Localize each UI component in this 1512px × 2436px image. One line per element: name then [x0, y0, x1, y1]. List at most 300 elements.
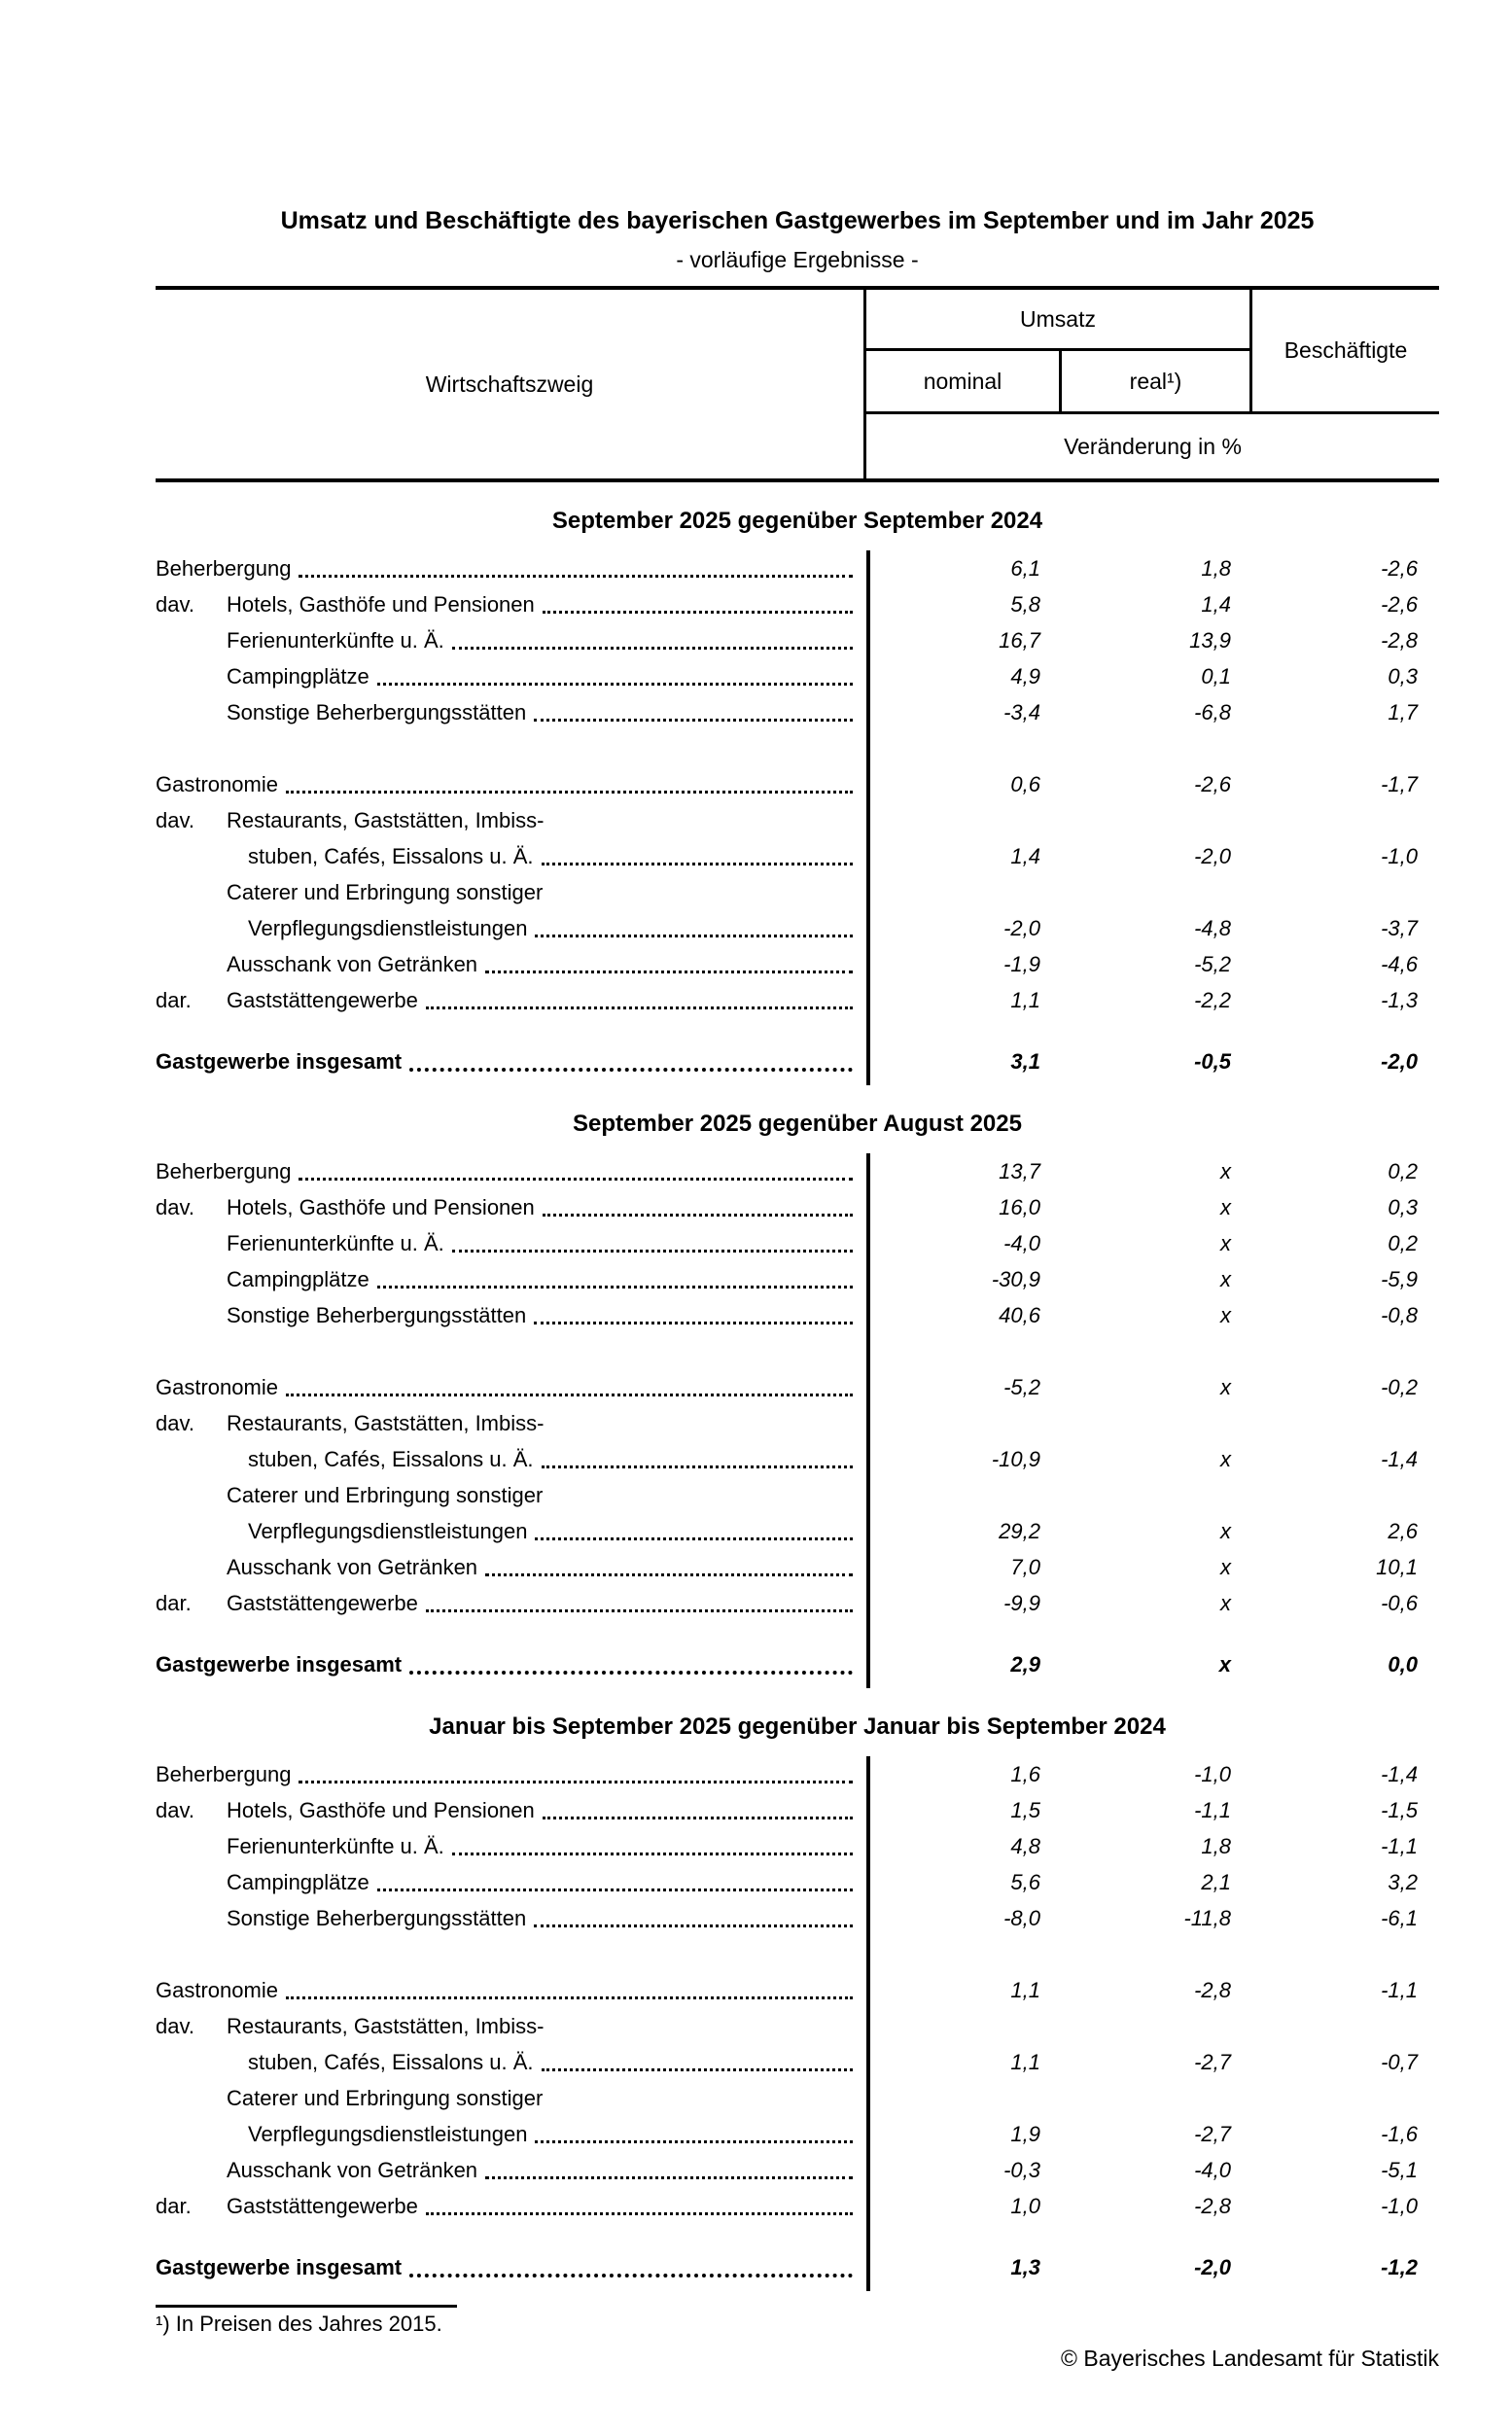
row-label-text: Restaurants, Gaststätten, Imbiss-: [227, 808, 545, 832]
dot-leader: [426, 982, 853, 1009]
column-divider-line: [866, 1153, 870, 1688]
value-umsatz-nominal: 1,4: [1010, 844, 1040, 868]
row-label-line1: [156, 766, 866, 802]
row-label-cell: [156, 2152, 866, 2188]
dot-leader: [543, 586, 853, 614]
row-label-line1: [227, 946, 866, 982]
value-umsatz-nominal: -3,4: [1003, 700, 1040, 724]
row-label-line1: [227, 694, 866, 730]
dot-leader: [534, 694, 853, 722]
dot-leader: [286, 766, 853, 794]
dot-leader: [485, 1549, 853, 1576]
table-row: [156, 1189, 1439, 1225]
dot-leader: [409, 1043, 853, 1072]
table-row: [156, 1477, 1439, 1549]
row-label-cell: [156, 2188, 866, 2224]
value-umsatz-real: 0,1: [1201, 664, 1231, 688]
value-umsatz-real: -1,1: [1194, 1798, 1231, 1822]
value-umsatz-nominal: 2,9: [1010, 1652, 1040, 1677]
value-umsatz-nominal: 13,7: [999, 1159, 1040, 1183]
value-umsatz-nominal: -8,0: [1003, 1906, 1040, 1930]
dot-leader: [535, 1513, 853, 1540]
value-beschaeftigte: -0,2: [1381, 1375, 1418, 1399]
row-label-line1: [227, 982, 866, 1018]
table-row: [156, 1153, 1439, 1189]
table-row: [156, 586, 1439, 622]
row-label-line1: [227, 802, 866, 838]
value-umsatz-real: -2,0: [1194, 844, 1231, 868]
column-divider-line: [866, 550, 870, 1085]
value-umsatz-nominal: 0,6: [1010, 772, 1040, 796]
value-umsatz-nominal: 1,1: [1010, 1978, 1040, 2002]
value-umsatz-nominal: -30,9: [991, 1267, 1040, 1291]
value-beschaeftigte: -1,1: [1381, 1834, 1418, 1858]
dot-leader: [452, 1225, 853, 1253]
row-label-line1: [227, 1405, 866, 1441]
header-beschaeftigte: Beschäftigte: [1252, 290, 1439, 414]
table-header: [156, 286, 1439, 482]
row-label: [156, 2249, 866, 2285]
row-label-text: Campingplätze: [227, 664, 369, 688]
table-row: [156, 622, 1439, 658]
row-label-text: Hotels, Gasthöfe und Pensionen: [227, 1195, 535, 1219]
dot-leader: [485, 2152, 853, 2179]
value-beschaeftigte: [1252, 1936, 1439, 1972]
row-label-cell: [156, 1585, 866, 1621]
table-section: [156, 1713, 1439, 2291]
table-row: [156, 946, 1439, 982]
value-umsatz-nominal: 4,9: [1010, 664, 1040, 688]
table-row: [156, 1864, 1439, 1900]
value-beschaeftigte: -0,7: [1381, 2050, 1418, 2074]
value-umsatz-real: -4,8: [1194, 916, 1231, 940]
value-beschaeftigte: 0,2: [1388, 1159, 1418, 1183]
row-label-cell: [156, 1297, 866, 1333]
dot-leader: [452, 622, 853, 650]
value-umsatz-nominal: 5,8: [1010, 592, 1040, 617]
value-umsatz-real: [1062, 1333, 1252, 1369]
row-label-cell: [156, 1549, 866, 1585]
value-beschaeftigte: -5,1: [1381, 2158, 1418, 2182]
table-row: [156, 1405, 1439, 1477]
value-umsatz-nominal: 16,0: [999, 1195, 1040, 1219]
row-label-text: Gaststättengewerbe: [227, 988, 418, 1012]
row-label: [227, 622, 866, 658]
value-umsatz-nominal: 1,6: [1010, 1762, 1040, 1786]
table-row: [156, 1225, 1439, 1261]
value-beschaeftigte: -1,1: [1381, 1978, 1418, 2002]
table-row: [156, 766, 1439, 802]
row-label-text: Verpflegungsdienstleistungen: [248, 1519, 528, 1543]
row-label-text: Gaststättengewerbe: [227, 1591, 418, 1615]
value-umsatz-real: -0,5: [1194, 1049, 1231, 1074]
dot-leader: [535, 2116, 853, 2143]
row-label-line2: [227, 1513, 866, 1549]
row-label-text: Gastgewerbe insgesamt: [156, 2255, 403, 2279]
row-label: [227, 1225, 866, 1261]
value-umsatz-real: -4,0: [1194, 2158, 1231, 2182]
row-label-text: Gastronomie: [156, 1978, 278, 2002]
value-umsatz-real: x: [1220, 1267, 1231, 1291]
row-label: [227, 946, 866, 982]
table-row: [156, 1900, 1439, 1936]
row-label: [227, 1261, 866, 1297]
row-label: [227, 2152, 866, 2188]
row-label-cell: [156, 1405, 866, 1477]
row-label-cell: [156, 1972, 866, 2008]
row-label-cell: [156, 2249, 866, 2285]
value-beschaeftigte: -1,3: [1381, 988, 1418, 1012]
dot-leader: [452, 1828, 853, 1855]
value-umsatz-nominal: 29,2: [999, 1519, 1040, 1543]
row-label-line1: [227, 1225, 866, 1261]
row-label-text: Sonstige Beherbergungsstätten: [227, 700, 527, 724]
value-umsatz-real: [1062, 730, 1252, 766]
row-prefix: dav.: [156, 2014, 194, 2038]
value-umsatz-real: 1,8: [1201, 556, 1231, 581]
row-label: [156, 1972, 866, 2008]
row-label-text: Ferienunterkünfte u. Ä.: [227, 1834, 444, 1858]
row-prefix: dar.: [156, 1591, 192, 1615]
table-row: [156, 658, 1439, 694]
table-row: [156, 1936, 1439, 1972]
value-umsatz-nominal: [866, 1936, 1062, 1972]
row-label: [227, 802, 866, 874]
row-label-text: Verpflegungsdienstleistungen: [248, 916, 528, 940]
value-beschaeftigte: -5,9: [1381, 1267, 1418, 1291]
value-beschaeftigte: 0,3: [1388, 1195, 1418, 1219]
column-divider-line: [866, 1756, 870, 2291]
table-row: [156, 1043, 1439, 1079]
row-label: [227, 2008, 866, 2080]
value-beschaeftigte: -1,2: [1381, 2255, 1418, 2279]
row-label-line1: [227, 1261, 866, 1297]
row-label-text: Gastronomie: [156, 1375, 278, 1399]
dot-leader: [542, 838, 854, 865]
row-label-text: Gastgewerbe insgesamt: [156, 1049, 403, 1074]
row-label-cell: [156, 2080, 866, 2152]
value-beschaeftigte: -2,8: [1381, 628, 1418, 653]
table-row: [156, 2249, 1439, 2285]
row-prefix: dav.: [156, 1798, 194, 1822]
section-title: September 2025 gegenüber September 2024: [551, 508, 1043, 534]
table-row: [156, 2080, 1439, 2152]
row-label-text: Beherbergung: [156, 1762, 292, 1786]
value-beschaeftigte: 10,1: [1376, 1555, 1418, 1579]
dot-leader: [299, 1153, 853, 1181]
value-beschaeftigte: -0,6: [1381, 1591, 1418, 1615]
row-label: [227, 694, 866, 730]
value-umsatz-nominal: 16,7: [999, 628, 1040, 653]
row-label: [156, 1369, 866, 1405]
row-label: [227, 1864, 866, 1900]
dot-leader: [534, 1297, 853, 1324]
row-label-line1: [227, 2152, 866, 2188]
value-umsatz-real: x: [1220, 1375, 1231, 1399]
row-label-text: Restaurants, Gaststätten, Imbiss-: [227, 2014, 545, 2038]
section-rows: [156, 1756, 1439, 2291]
value-umsatz-nominal: 1,9: [1010, 2122, 1040, 2146]
row-label-cell: [156, 874, 866, 946]
row-label-line1: [227, 1900, 866, 1936]
value-beschaeftigte: -1,4: [1381, 1447, 1418, 1471]
value-umsatz-nominal: 7,0: [1010, 1555, 1040, 1579]
table-row: [156, 1585, 1439, 1621]
row-label-cell: [156, 1477, 866, 1549]
row-label: [156, 1153, 866, 1189]
dot-leader: [409, 2249, 853, 2277]
row-label-text: Ausschank von Getränken: [227, 952, 478, 976]
row-label-line1: [227, 2008, 866, 2044]
value-beschaeftigte: -1,7: [1381, 772, 1418, 796]
row-prefix: dar.: [156, 988, 192, 1012]
section-title: September 2025 gegenüber August 2025: [573, 1111, 1022, 1137]
row-label-line2: [227, 910, 866, 946]
row-label: [156, 766, 866, 802]
value-umsatz-nominal: -5,2: [1003, 1375, 1040, 1399]
value-umsatz-real: x: [1220, 1519, 1231, 1543]
row-label: [156, 1756, 866, 1792]
value-umsatz-real: x: [1220, 1447, 1231, 1471]
value-umsatz-real: x: [1220, 1231, 1231, 1255]
table-row: [156, 1297, 1439, 1333]
table-section: [156, 1111, 1439, 1688]
value-umsatz-real: -6,8: [1194, 700, 1231, 724]
table-row: [156, 1549, 1439, 1585]
row-label-text: Beherbergung: [156, 556, 292, 581]
row-label-cell: [156, 1792, 866, 1828]
row-label: [227, 1900, 866, 1936]
dot-leader: [286, 1972, 853, 1999]
page-subtitle: - vorläufige Ergebnisse -: [676, 247, 919, 272]
row-label-cell: [156, 1153, 866, 1189]
row-label-line1: [227, 622, 866, 658]
dot-leader: [377, 1261, 853, 1289]
row-label-cell: [156, 1864, 866, 1900]
row-label: [227, 1828, 866, 1864]
page-content: [156, 0, 1439, 2372]
value-umsatz-real: -1,0: [1194, 1762, 1231, 1786]
row-label-text: Caterer und Erbringung sonstiger: [227, 2086, 544, 2110]
row-label-cell: [156, 730, 866, 766]
row-label-cell: [156, 1043, 866, 1079]
dot-leader: [409, 1646, 853, 1675]
row-label-cell: [156, 1261, 866, 1297]
row-label-line2: [227, 838, 866, 874]
dot-leader: [535, 910, 853, 937]
row-label-line1: [156, 1043, 866, 1079]
value-umsatz-real: 13,9: [1189, 628, 1231, 653]
table-section: [156, 508, 1439, 1085]
value-umsatz-real: -5,2: [1194, 952, 1231, 976]
value-umsatz-nominal: 40,6: [999, 1303, 1040, 1327]
value-umsatz-nominal: 1,3: [1010, 2255, 1040, 2279]
row-label-text: Campingplätze: [227, 1870, 369, 1894]
row-label-text: Caterer und Erbringung sonstiger: [227, 880, 544, 904]
value-umsatz-real: [1062, 1936, 1252, 1972]
row-label-line1: [227, 1864, 866, 1900]
row-label-line1: [227, 658, 866, 694]
value-beschaeftigte: 0,3: [1388, 664, 1418, 688]
row-label-text: Restaurants, Gaststätten, Imbiss-: [227, 1411, 545, 1435]
value-umsatz-real: x: [1220, 1159, 1231, 1183]
row-label-line1: [227, 2080, 866, 2116]
value-beschaeftigte: 1,7: [1388, 700, 1418, 724]
row-label-line1: [227, 1792, 866, 1828]
table-row: [156, 982, 1439, 1018]
value-umsatz-nominal: 1,1: [1010, 2050, 1040, 2074]
footnote-text: ¹) In Preisen des Jahres 2015.: [156, 2312, 442, 2336]
header-umsatz: Umsatz: [866, 290, 1252, 351]
value-beschaeftigte: -6,1: [1381, 1906, 1418, 1930]
value-umsatz-real: x: [1220, 1555, 1231, 1579]
row-label-cell: [156, 658, 866, 694]
row-label-text: Caterer und Erbringung sonstiger: [227, 1483, 544, 1507]
row-label-cell: [156, 1333, 866, 1369]
row-label: [227, 1189, 866, 1225]
row-label-text: Hotels, Gasthöfe und Pensionen: [227, 1798, 535, 1822]
header-veraenderung: Veränderung in %: [1064, 433, 1242, 459]
row-prefix: dav.: [156, 808, 194, 832]
row-label-text: Sonstige Beherbergungsstätten: [227, 1303, 527, 1327]
value-beschaeftigte: -2,6: [1381, 592, 1418, 617]
copyright-notice: © Bayerisches Landesamt für Statistik: [1061, 2346, 1439, 2371]
value-umsatz-nominal: 5,6: [1010, 1870, 1040, 1894]
footnote-rule: [156, 2305, 457, 2308]
value-umsatz-real: x: [1220, 1303, 1231, 1327]
row-label-line1: [227, 1189, 866, 1225]
table-row: [156, 1261, 1439, 1297]
row-label-text: Campingplätze: [227, 1267, 369, 1291]
value-beschaeftigte: 0,0: [1388, 1652, 1418, 1677]
row-prefix: dar.: [156, 2194, 192, 2218]
value-umsatz-nominal: 1,0: [1010, 2194, 1040, 2218]
value-beschaeftigte: -3,7: [1381, 916, 1418, 940]
row-label: [227, 1297, 866, 1333]
row-label-line1: [156, 1369, 866, 1405]
value-umsatz-real: -2,8: [1194, 2194, 1231, 2218]
value-beschaeftigte: -0,8: [1381, 1303, 1418, 1327]
value-umsatz-real: -2,0: [1194, 2255, 1231, 2279]
value-umsatz-real: -2,2: [1194, 988, 1231, 1012]
value-beschaeftigte: -1,4: [1381, 1762, 1418, 1786]
value-umsatz-nominal: 3,1: [1010, 1049, 1040, 1074]
table-row: [156, 1369, 1439, 1405]
row-label-text: Hotels, Gasthöfe und Pensionen: [227, 592, 535, 617]
value-beschaeftigte: -4,6: [1381, 952, 1418, 976]
table-row: [156, 2008, 1439, 2080]
value-beschaeftigte: -2,6: [1381, 556, 1418, 581]
row-prefix: dav.: [156, 1195, 194, 1219]
row-label-line1: [156, 1756, 866, 1792]
value-umsatz-nominal: -10,9: [991, 1447, 1040, 1471]
dot-leader: [542, 2044, 854, 2071]
value-beschaeftigte: -1,6: [1381, 2122, 1418, 2146]
row-label-cell: [156, 586, 866, 622]
header-real: real¹): [1062, 351, 1252, 414]
value-umsatz-real: 2,1: [1201, 1870, 1231, 1894]
value-umsatz-real: 1,8: [1201, 1834, 1231, 1858]
value-beschaeftigte: [1252, 1333, 1439, 1369]
row-label-cell: [156, 1646, 866, 1682]
row-label: [156, 1646, 866, 1682]
row-label-text: Verpflegungsdienstleistungen: [248, 2122, 528, 2146]
dot-leader: [377, 658, 853, 686]
row-label-cell: [156, 1189, 866, 1225]
value-umsatz-real: -11,8: [1183, 1906, 1231, 1930]
row-label-cell: [156, 550, 866, 586]
table-row: [156, 2188, 1439, 2224]
dot-leader: [299, 550, 853, 578]
value-umsatz-nominal: -9,9: [1003, 1591, 1040, 1615]
row-label-text: Ausschank von Getränken: [227, 1555, 478, 1579]
row-label: [227, 2188, 866, 2224]
page-title: Umsatz und Beschäftigte des bayerischen Gastgewerbes im September und im Jahr 2025: [280, 207, 1315, 234]
row-label: [227, 2080, 866, 2152]
row-label-text: Gaststättengewerbe: [227, 2194, 418, 2218]
row-label-line1: [227, 1549, 866, 1585]
table-row: [156, 550, 1439, 586]
header-nominal: nominal: [866, 351, 1062, 414]
value-umsatz-real: x: [1218, 1652, 1231, 1677]
row-label: [227, 982, 866, 1018]
section-rows: [156, 550, 1439, 1085]
value-umsatz-nominal: 1,5: [1010, 1798, 1040, 1822]
value-umsatz-real: x: [1220, 1195, 1231, 1219]
dot-leader: [543, 1792, 853, 1819]
row-label-cell: [156, 982, 866, 1018]
table-row: [156, 2152, 1439, 2188]
row-prefix: dav.: [156, 1411, 194, 1435]
dot-leader: [543, 1189, 853, 1217]
table-row: [156, 1792, 1439, 1828]
dot-leader: [485, 946, 853, 973]
row-label: [227, 1585, 866, 1621]
row-label-line1: [156, 550, 866, 586]
value-beschaeftigte: -1,0: [1381, 2194, 1418, 2218]
row-label-text: Gastgewerbe insgesamt: [156, 1652, 403, 1677]
table-row: [156, 730, 1439, 766]
row-label-text: Sonstige Beherbergungsstätten: [227, 1906, 527, 1930]
row-label-text: Ferienunterkünfte u. Ä.: [227, 628, 444, 653]
row-label-text: Gastronomie: [156, 772, 278, 796]
row-label-text: Ferienunterkünfte u. Ä.: [227, 1231, 444, 1255]
row-label-cell: [156, 694, 866, 730]
row-label-line1: [227, 874, 866, 910]
value-umsatz-nominal: -1,9: [1003, 952, 1040, 976]
value-umsatz-real: -2,8: [1194, 1978, 1231, 2002]
dot-leader: [542, 1441, 854, 1468]
value-umsatz-real: -2,7: [1194, 2122, 1231, 2146]
value-umsatz-nominal: -2,0: [1003, 916, 1040, 940]
row-label-line1: [227, 1297, 866, 1333]
row-label-line1: [227, 2188, 866, 2224]
value-beschaeftigte: -1,0: [1381, 844, 1418, 868]
table-row: [156, 1333, 1439, 1369]
row-label-text: stuben, Cafés, Eissalons u. Ä.: [248, 844, 534, 868]
dot-leader: [534, 1900, 853, 1927]
row-label-line1: [227, 1828, 866, 1864]
table-row: [156, 1828, 1439, 1864]
section-title: Januar bis September 2025 gegenüber Januar bis September 2024: [429, 1713, 1166, 1740]
value-beschaeftigte: 3,2: [1388, 1870, 1418, 1894]
row-label-cell: [156, 1900, 866, 1936]
row-label: [227, 874, 866, 946]
row-label-text: stuben, Cafés, Eissalons u. Ä.: [248, 2050, 534, 2074]
value-umsatz-nominal: [866, 730, 1062, 766]
row-label-cell: [156, 1828, 866, 1864]
row-label-line1: [156, 1153, 866, 1189]
